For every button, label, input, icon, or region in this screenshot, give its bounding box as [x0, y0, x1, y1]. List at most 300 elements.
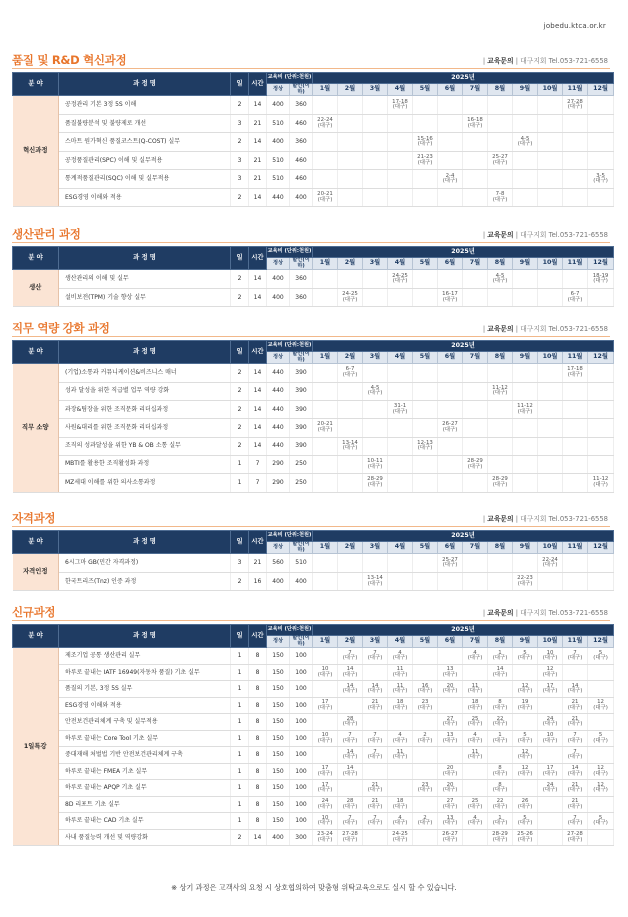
schedule-date-cell: [413, 188, 438, 207]
schedule-date-cell: [488, 572, 513, 591]
course-days: 2: [231, 401, 249, 419]
schedule-date-cell: [413, 648, 438, 665]
course-name[interactable]: 공정품질관리(SPC) 이해 및 실무적용: [59, 151, 231, 170]
schedule-date-cell: 7 (대구): [363, 747, 388, 764]
schedule-date-cell: 27 (대구): [438, 796, 463, 813]
course-name[interactable]: 생산관리의 이해 및 실무: [59, 270, 231, 289]
course-name[interactable]: ESG경영 이해와 적용: [59, 697, 231, 714]
course-days: 2: [231, 96, 249, 115]
course-days: 1: [231, 780, 249, 797]
course-days: 2: [231, 572, 249, 591]
fee-normal: 510: [267, 170, 290, 189]
col-hours: 시간: [249, 625, 267, 648]
col-month: 3월: [363, 542, 388, 554]
schedule-date-cell: [413, 829, 438, 846]
course-row[interactable]: [13, 151, 614, 170]
col-month: 8월: [488, 84, 513, 96]
schedule-date-cell: 7 (대구): [363, 648, 388, 665]
course-name[interactable]: 사원&대리를 위한 조직문화 리더십과정: [59, 419, 231, 437]
schedule-date-cell: [513, 114, 538, 133]
col-year: 2025년: [313, 341, 614, 352]
col-days: 일: [231, 625, 249, 648]
schedule-date-cell: [538, 364, 563, 382]
schedule-date-cell: [588, 364, 614, 382]
schedule-date-cell: 21-23 (대구): [413, 151, 438, 170]
schedule-date-cell: [438, 151, 463, 170]
course-name[interactable]: 하루로 끝내는 IATF 16949(자동차 품질) 기초 실무: [59, 664, 231, 681]
schedule-date-cell: 11-12 (대구): [513, 401, 538, 419]
section-header: [12, 604, 610, 624]
schedule-date-cell: 4 (대구): [388, 730, 413, 747]
schedule-date-cell: [313, 714, 338, 731]
schedule-date-cell: [413, 714, 438, 731]
schedule-date-cell: [563, 572, 588, 591]
schedule-date-cell: [338, 188, 363, 207]
course-days: 2: [231, 829, 249, 846]
course-row[interactable]: [13, 747, 614, 764]
section-underline: [12, 242, 610, 243]
schedule-date-cell: [513, 455, 538, 473]
course-row[interactable]: [13, 382, 614, 400]
schedule-date-cell: [388, 364, 413, 382]
col-category: 분 야: [13, 625, 59, 648]
course-days: 1: [231, 474, 249, 492]
col-month: 1월: [313, 636, 338, 648]
schedule-date-cell: [338, 780, 363, 797]
course-row[interactable]: [13, 780, 614, 797]
col-month: 2월: [338, 636, 363, 648]
fee-normal: 560: [267, 554, 290, 573]
fee-discount: 510: [290, 554, 313, 573]
course-row[interactable]: [13, 829, 614, 846]
schedule-date-cell: [538, 382, 563, 400]
course-hours: 8: [249, 796, 267, 813]
fee-normal: 510: [267, 114, 290, 133]
col-month: 6월: [438, 84, 463, 96]
course-name[interactable]: 중대재해 처벌법 기반 안전보건관리체계 구축: [59, 747, 231, 764]
contact-label: 교육문의: [487, 231, 514, 239]
course-row[interactable]: [13, 96, 614, 115]
schedule-date-cell: [463, 572, 488, 591]
course-hours: 14: [249, 133, 267, 152]
col-month: 7월: [463, 636, 488, 648]
schedule-date-cell: [413, 796, 438, 813]
course-row[interactable]: [13, 170, 614, 189]
fee-discount: 390: [290, 419, 313, 437]
schedule-date-cell: [438, 648, 463, 665]
section-underline: [12, 620, 610, 621]
course-row[interactable]: [13, 796, 614, 813]
section-underline: [12, 68, 610, 69]
schedule-date-cell: [438, 188, 463, 207]
schedule-date-cell: 7 (대구): [563, 747, 588, 764]
course-row[interactable]: [13, 763, 614, 780]
schedule-date-cell: [538, 747, 563, 764]
schedule-date-cell: [438, 747, 463, 764]
course-name[interactable]: 공정관리 기본 3정 5S 이해: [59, 96, 231, 115]
schedule-date-cell: 21 (대구): [563, 714, 588, 731]
schedule-date-cell: [488, 170, 513, 189]
schedule-date-cell: [438, 474, 463, 492]
schedule-date-cell: [513, 554, 538, 573]
course-name[interactable]: 스마트 원가혁신 품질코스트(Q-COST) 실무: [59, 133, 231, 152]
schedule-table: [12, 72, 614, 207]
course-hours: 8: [249, 664, 267, 681]
col-month: 7월: [463, 258, 488, 270]
course-name[interactable]: 과장&팀장을 위한 조직문화 리더십과정: [59, 401, 231, 419]
col-month: 12월: [588, 84, 614, 96]
schedule-date-cell: [463, 554, 488, 573]
course-name[interactable]: 통계적품질관리(SQC) 이해 및 실무적용: [59, 170, 231, 189]
schedule-date-cell: [588, 455, 614, 473]
col-month: 5월: [413, 542, 438, 554]
schedule-date-cell: 26-27 (대구): [438, 419, 463, 437]
col-month: 1월: [313, 258, 338, 270]
schedule-date-cell: [488, 288, 513, 307]
schedule-date-cell: 16-18 (대구): [463, 114, 488, 133]
course-row[interactable]: [13, 681, 614, 698]
col-month: 4월: [388, 636, 413, 648]
fee-normal: 400: [267, 829, 290, 846]
schedule-date-cell: [363, 763, 388, 780]
schedule-date-cell: 14 (대구): [363, 681, 388, 698]
schedule-date-cell: [438, 401, 463, 419]
schedule-date-cell: 15-16 (대구): [413, 133, 438, 152]
schedule-date-cell: 28 (대구): [338, 714, 363, 731]
course-row[interactable]: [13, 270, 614, 289]
course-name[interactable]: 8D 리포트 기초 실무: [59, 796, 231, 813]
col-fee-normal: 정상: [267, 84, 290, 96]
schedule-date-cell: [563, 170, 588, 189]
schedule-date-cell: [463, 763, 488, 780]
schedule-date-cell: [563, 474, 588, 492]
col-month: 2월: [338, 258, 363, 270]
col-month: 10월: [538, 84, 563, 96]
schedule-date-cell: 19 (대구): [513, 697, 538, 714]
fee-normal: 510: [267, 151, 290, 170]
fee-discount: 100: [290, 730, 313, 747]
schedule-date-cell: 21 (대구): [563, 697, 588, 714]
col-year: 2025년: [313, 73, 614, 84]
schedule-date-cell: 10 (대구): [313, 813, 338, 830]
schedule-date-cell: 12 (대구): [513, 681, 538, 698]
contact-text: 대구지회 Tel.053-721-6558: [520, 325, 608, 333]
course-name[interactable]: 하루로 끝내는 CAD 기초 실무: [59, 813, 231, 830]
schedule-date-cell: [538, 813, 563, 830]
schedule-date-cell: [463, 829, 488, 846]
schedule-date-cell: [563, 664, 588, 681]
fee-normal: 150: [267, 780, 290, 797]
schedule-date-cell: [388, 554, 413, 573]
col-month: 12월: [588, 258, 614, 270]
schedule-date-cell: 22-24 (대구): [313, 114, 338, 133]
fee-discount: 250: [290, 474, 313, 492]
col-month: 4월: [388, 258, 413, 270]
course-hours: 8: [249, 730, 267, 747]
course-days: 2: [231, 270, 249, 289]
fee-normal: 400: [267, 96, 290, 115]
course-hours: 14: [249, 364, 267, 382]
course-name[interactable]: (기업)소통과 커뮤니케이션&비즈니스 매너: [59, 364, 231, 382]
schedule-date-cell: [338, 474, 363, 492]
course-name[interactable]: MBTI를 활용한 조직활성화 과정: [59, 455, 231, 473]
schedule-date-cell: 13-14 (대구): [338, 437, 363, 455]
schedule-date-cell: [488, 364, 513, 382]
schedule-date-cell: [388, 188, 413, 207]
course-hours: 14: [249, 270, 267, 289]
fee-normal: 440: [267, 188, 290, 207]
schedule-date-cell: [363, 829, 388, 846]
section-title: 자격과정: [12, 511, 56, 525]
schedule-date-cell: [388, 151, 413, 170]
col-month: 9월: [513, 352, 538, 364]
fee-normal: 440: [267, 401, 290, 419]
schedule-date-cell: [513, 664, 538, 681]
schedule-date-cell: [363, 188, 388, 207]
category-cell: 혁신과정: [13, 96, 59, 207]
fee-normal: 440: [267, 437, 290, 455]
schedule-date-cell: [563, 437, 588, 455]
col-month: 5월: [413, 84, 438, 96]
fee-normal: 150: [267, 697, 290, 714]
course-name[interactable]: 6시그마 GB(민간 자격과정): [59, 554, 231, 573]
course-row[interactable]: [13, 664, 614, 681]
col-month: 1월: [313, 84, 338, 96]
schedule-date-cell: 16-17 (대구): [438, 288, 463, 307]
course-hours: 8: [249, 648, 267, 665]
schedule-date-cell: [363, 364, 388, 382]
schedule-date-cell: [538, 188, 563, 207]
col-month: 5월: [413, 352, 438, 364]
schedule-date-cell: [438, 364, 463, 382]
schedule-table: [12, 624, 614, 846]
fee-normal: 150: [267, 714, 290, 731]
course-name[interactable]: 하루로 끝내는 Core Tool 기초 실무: [59, 730, 231, 747]
course-days: 3: [231, 554, 249, 573]
section-title: 신규과정: [12, 605, 56, 619]
course-name[interactable]: 설비보전(TPM) 기술 향상 실무: [59, 288, 231, 307]
course-name[interactable]: ESG경영 이해와 적용: [59, 188, 231, 207]
schedule-date-cell: 5 (대구): [513, 648, 538, 665]
schedule-date-cell: 27-28 (대구): [338, 829, 363, 846]
course-row[interactable]: [13, 572, 614, 591]
schedule-date-cell: 31-1 (대구): [388, 401, 413, 419]
col-month: 4월: [388, 542, 413, 554]
schedule-date-cell: [463, 364, 488, 382]
fee-discount: 360: [290, 96, 313, 115]
col-fee-normal: 정상: [267, 636, 290, 648]
schedule-date-cell: [363, 554, 388, 573]
schedule-date-cell: 14 (대구): [338, 681, 363, 698]
fee-normal: 440: [267, 364, 290, 382]
schedule-date-cell: 1 (대구): [488, 648, 513, 665]
schedule-date-cell: [363, 133, 388, 152]
course-name[interactable]: 하루로 끝내는 APQP 기초 실무: [59, 780, 231, 797]
site-url[interactable]: jobedu.ktca.or.kr: [543, 22, 606, 30]
col-fee-normal: 정상: [267, 542, 290, 554]
schedule-date-cell: [588, 714, 614, 731]
schedule-date-cell: 7 (대구): [363, 813, 388, 830]
course-row[interactable]: [13, 288, 614, 307]
schedule-date-cell: 17 (대구): [538, 681, 563, 698]
schedule-date-cell: 14 (대구): [563, 763, 588, 780]
contact-text: 대구지회 Tel.053-721-6558: [520, 57, 608, 65]
schedule-date-cell: [463, 664, 488, 681]
fee-discount: 300: [290, 829, 313, 846]
course-row[interactable]: [13, 401, 614, 419]
schedule-date-cell: 28-29 (대구): [488, 474, 513, 492]
col-year: 2025년: [313, 625, 614, 636]
course-row[interactable]: [13, 554, 614, 573]
col-hours: 시간: [249, 73, 267, 96]
contact-label: 교육문의: [487, 325, 514, 333]
schedule-date-cell: [563, 554, 588, 573]
course-name[interactable]: 안전보건관리체계 구축 및 실무적용: [59, 714, 231, 731]
schedule-date-cell: 21 (대구): [563, 780, 588, 797]
col-month: 7월: [463, 352, 488, 364]
course-row[interactable]: [13, 114, 614, 133]
schedule-date-cell: 14 (대구): [338, 747, 363, 764]
col-days: 일: [231, 73, 249, 96]
schedule-date-cell: 12 (대구): [588, 780, 614, 797]
course-row[interactable]: [13, 648, 614, 665]
course-row[interactable]: [13, 474, 614, 492]
schedule-date-cell: [588, 747, 614, 764]
schedule-date-cell: [313, 572, 338, 591]
col-month: 7월: [463, 84, 488, 96]
schedule-date-cell: [538, 455, 563, 473]
col-month: 9월: [513, 542, 538, 554]
course-row[interactable]: [13, 133, 614, 152]
schedule-date-cell: 23 (대구): [413, 697, 438, 714]
course-name[interactable]: 품질불량분석 및 불량제로 개선: [59, 114, 231, 133]
course-days: 3: [231, 170, 249, 189]
course-hours: 14: [249, 96, 267, 115]
col-fee: 교육비 (단위:천원): [267, 625, 313, 636]
course-row[interactable]: [13, 813, 614, 830]
schedule-date-cell: [488, 114, 513, 133]
schedule-date-cell: [538, 96, 563, 115]
schedule-table: [12, 530, 614, 591]
course-name[interactable]: 성과 달성을 위한 직급별 업무 역량 강화: [59, 382, 231, 400]
schedule-date-cell: [513, 96, 538, 115]
course-name[interactable]: 하루로 끝내는 FMEA 기초 실무: [59, 763, 231, 780]
schedule-date-cell: 18 (대구): [388, 697, 413, 714]
schedule-date-cell: [313, 151, 338, 170]
course-days: 1: [231, 763, 249, 780]
schedule-date-cell: 6-7 (대구): [563, 288, 588, 307]
schedule-date-cell: [388, 437, 413, 455]
schedule-date-cell: 5 (대구): [588, 730, 614, 747]
footer-note: ※ 상기 과정은 고객사의 요청 시 상호협의하여 맞춤형 위탁교육으로도 실시 할 수 있습니다.: [171, 883, 457, 892]
course-name[interactable]: MZ세대 이해를 위한 의사소통과정: [59, 474, 231, 492]
col-month: 11월: [563, 84, 588, 96]
schedule-date-cell: [588, 288, 614, 307]
schedule-date-cell: 18 (대구): [463, 697, 488, 714]
schedule-date-cell: [488, 419, 513, 437]
schedule-date-cell: [388, 170, 413, 189]
schedule-date-cell: [513, 474, 538, 492]
course-name[interactable]: 한국트리즈(Tnz) 인증 과정: [59, 572, 231, 591]
contact-info: | 교육문의 | 대구지회 Tel.053-721-6558: [482, 325, 608, 333]
schedule-date-cell: 18 (대구): [388, 796, 413, 813]
schedule-date-cell: [563, 455, 588, 473]
fee-discount: 390: [290, 437, 313, 455]
schedule-date-cell: [313, 455, 338, 473]
col-month: 11월: [563, 352, 588, 364]
course-row[interactable]: [13, 437, 614, 455]
col-month: 8월: [488, 352, 513, 364]
schedule-date-cell: [338, 455, 363, 473]
schedule-date-cell: 13 (대구): [438, 813, 463, 830]
schedule-date-cell: [363, 437, 388, 455]
course-row[interactable]: [13, 419, 614, 437]
schedule-date-cell: 27 (대구): [438, 714, 463, 731]
schedule-date-cell: 25-27 (대구): [438, 554, 463, 573]
schedule-date-cell: [563, 133, 588, 152]
course-row[interactable]: [13, 730, 614, 747]
schedule-date-cell: [563, 114, 588, 133]
schedule-date-cell: [388, 780, 413, 797]
schedule-date-cell: 24-25 (대구): [388, 829, 413, 846]
schedule-date-cell: 13-14 (대구): [363, 572, 388, 591]
schedule-date-cell: [313, 96, 338, 115]
schedule-date-cell: 12-13 (대구): [413, 437, 438, 455]
schedule-date-cell: 10 (대구): [313, 730, 338, 747]
category-cell: 생산: [13, 270, 59, 307]
schedule-date-cell: [313, 554, 338, 573]
course-name[interactable]: 제조기업 공통 생산관리 실무: [59, 648, 231, 665]
schedule-date-cell: [588, 681, 614, 698]
schedule-date-cell: [313, 437, 338, 455]
schedule-date-cell: [538, 133, 563, 152]
schedule-date-cell: 20-21 (대구): [313, 188, 338, 207]
schedule-date-cell: [388, 474, 413, 492]
course-name[interactable]: 조직의 성과달성을 위한 YB & OB 소통 실무: [59, 437, 231, 455]
fee-normal: 400: [267, 288, 290, 307]
schedule-date-cell: 10 (대구): [538, 648, 563, 665]
course-row[interactable]: [13, 697, 614, 714]
schedule-date-cell: 22-23 (대구): [513, 572, 538, 591]
schedule-date-cell: [313, 747, 338, 764]
schedule-date-cell: [463, 96, 488, 115]
section-3: [12, 510, 610, 591]
course-row[interactable]: [13, 188, 614, 207]
schedule-date-cell: [463, 474, 488, 492]
col-course-name: 과 정 명: [59, 247, 231, 270]
schedule-date-cell: [463, 437, 488, 455]
course-name[interactable]: 품질의 기본, 3정 5S 실무: [59, 681, 231, 698]
schedule-date-cell: [313, 270, 338, 289]
fee-normal: 400: [267, 572, 290, 591]
schedule-date-cell: [538, 419, 563, 437]
course-hours: 14: [249, 437, 267, 455]
schedule-date-cell: [388, 572, 413, 591]
course-name[interactable]: 사내 품질능력 개선 및 역량강화: [59, 829, 231, 846]
col-fee-discount: 할인(이하): [290, 636, 313, 648]
schedule-date-cell: [463, 401, 488, 419]
course-row[interactable]: [13, 364, 614, 382]
schedule-date-cell: 25-27 (대구): [488, 151, 513, 170]
course-row[interactable]: [13, 455, 614, 473]
col-month: 3월: [363, 84, 388, 96]
fee-discount: 460: [290, 151, 313, 170]
schedule-date-cell: 4-5 (대구): [513, 133, 538, 152]
schedule-date-cell: [463, 170, 488, 189]
section-title: 생산관리 과정: [12, 227, 81, 241]
schedule-date-cell: 11 (대구): [388, 681, 413, 698]
course-row[interactable]: [13, 714, 614, 731]
